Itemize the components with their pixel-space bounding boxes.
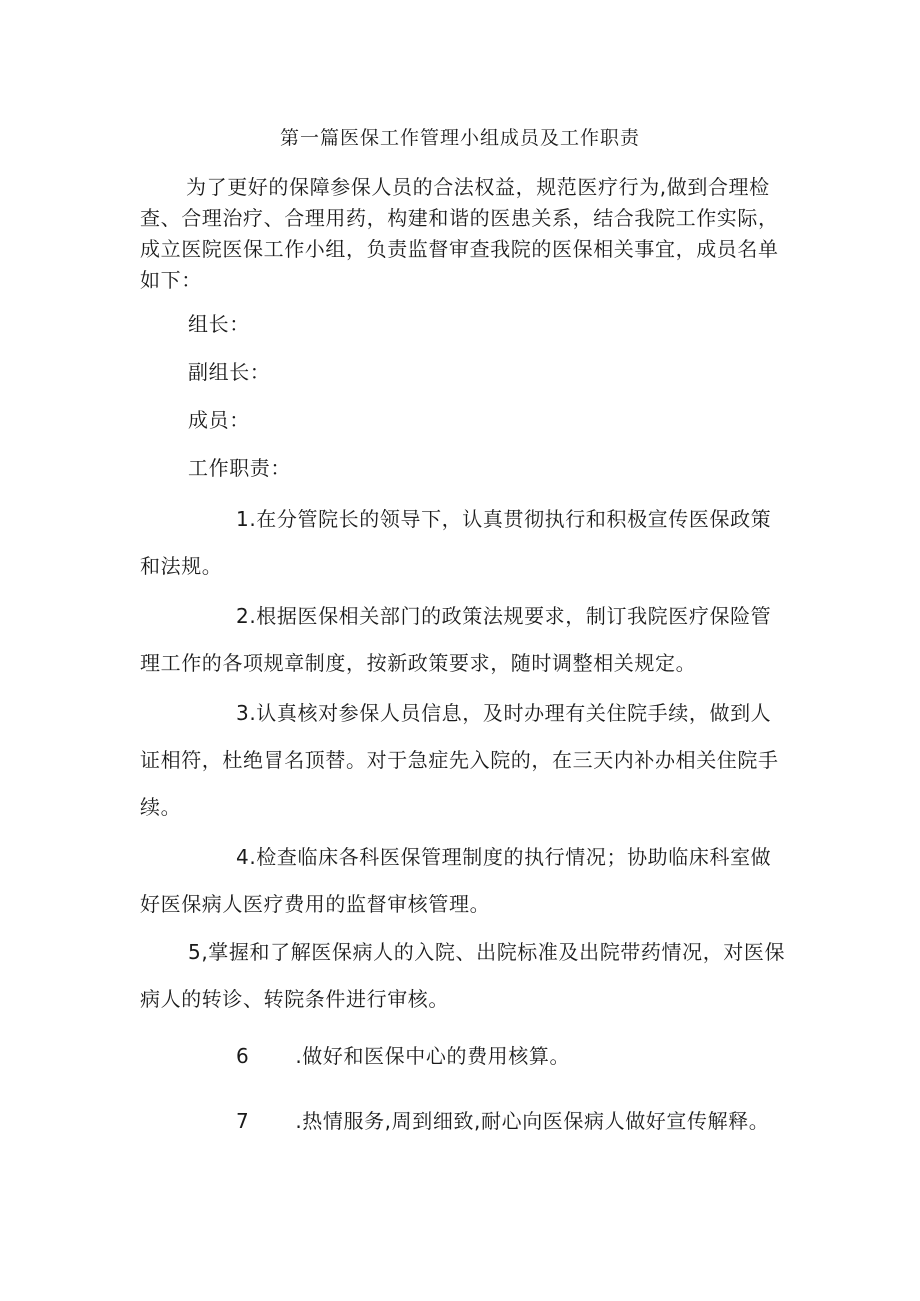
duty-item-number: 7 (236, 1109, 250, 1133)
duty-item-3 (140, 690, 790, 831)
group-leader-label: 组长： (188, 312, 250, 336)
duty-item-text: .根据医保相关部门的政策法规要求，制订我院医疗保险管理工作的各项规章制度，按新政策要求，随时调整相关规定。 (140, 604, 772, 675)
duty-item-7 (140, 1098, 790, 1145)
intro-paragraph: 为了更好的保障参保人员的合法权益，规范医疗行为,做到合理检查、合理治疗、合理用药，构建和谐的医患关系，结合我院工作实际，成立医院医保工作小组，负责监督审查我院的医保相关事宜，成员名单如下： (140, 175, 779, 292)
duty-item-text: .做好和医保中心的费用核算。 (295, 1044, 571, 1068)
duty-item-6 (140, 1033, 790, 1080)
duty-item-number: 3 (236, 701, 250, 725)
duty-item-number: 6 (236, 1044, 250, 1068)
duty-item-number: 2 (236, 604, 250, 628)
duty-item-1 (140, 496, 790, 590)
document-title: 第一篇医保工作管理小组成员及工作职责 (279, 127, 640, 149)
duties-label: 工作职责： (188, 456, 291, 480)
duty-item-text: 掌握和了解医保病人的入院、出院标准及出院带药情况，对医保病人的转诊、转院条件进行审核。 (140, 940, 786, 1011)
duty-item-number: 1 (236, 507, 250, 531)
members-label: 成员： (188, 408, 250, 432)
duty-item-text: .检查临床各科医保管理制度的执行情况；协助临床科室做好医保病人医疗费用的监督审核管理。 (140, 845, 772, 916)
duty-item-text: .在分管院长的领导下，认真贯彻执行和积极宣传医保政策和法规。 (140, 507, 772, 578)
duty-item-text: .热情服务,周到细致,耐心向医保病人做好宣传解释。 (295, 1109, 770, 1133)
duty-item-text: .认真核对参保人员信息，及时办理有关住院手续，做到人证相符，杜绝冒名顶替。对于急症先入院的，在三天内补办相关住院手续。 (140, 701, 779, 819)
duty-item-4 (140, 834, 790, 928)
deputy-leader-label: 副组长： (188, 360, 271, 384)
duty-item-5 (140, 929, 790, 1023)
duty-item-number: 5, (188, 940, 209, 964)
duty-item-2 (140, 593, 790, 687)
duty-item-number: 4 (236, 845, 250, 869)
